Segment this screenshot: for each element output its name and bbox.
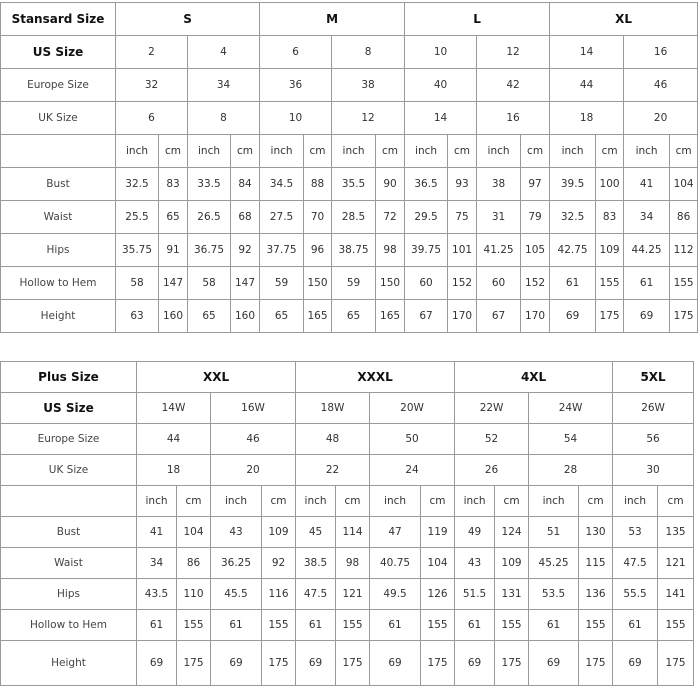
- measurement-cell: 40.75: [370, 548, 421, 579]
- europe-size-cell: 36: [260, 69, 332, 102]
- measurement-cell: 88: [304, 168, 332, 201]
- measurement-cell: 119: [421, 517, 455, 548]
- measurement-cell: 109: [262, 517, 296, 548]
- measurement-cell: 61: [296, 610, 336, 641]
- measurement-cell: 152: [521, 267, 550, 300]
- measurement-cell: 115: [579, 548, 613, 579]
- measurement-cell: 104: [421, 548, 455, 579]
- us-size-cell: 26W: [613, 393, 694, 424]
- measurement-cell: 43.5: [137, 579, 177, 610]
- measurement-label: Height: [1, 641, 137, 686]
- uk-size-cell: 14: [405, 102, 477, 135]
- measurement-cell: 69: [624, 300, 670, 333]
- unit-cell: cm: [596, 135, 624, 168]
- measurement-cell: 39.5: [550, 168, 596, 201]
- measurement-label: Hips: [1, 579, 137, 610]
- measurement-cell: 44.25: [624, 234, 670, 267]
- unit-cell: inch: [116, 135, 159, 168]
- us-size-cell: 8: [332, 36, 405, 69]
- measurement-cell: 61: [613, 610, 658, 641]
- us-size-cell: 10: [405, 36, 477, 69]
- unit-cell: inch: [370, 486, 421, 517]
- measurement-row: [1, 168, 698, 201]
- measurement-cell: 60: [405, 267, 448, 300]
- measurement-cell: 37.75: [260, 234, 304, 267]
- unit-cell: cm: [579, 486, 613, 517]
- uk-size-cell: 6: [116, 102, 188, 135]
- europe-size-cell: 52: [455, 424, 529, 455]
- measurement-cell: 131: [495, 579, 529, 610]
- us-size-cell: 16W: [211, 393, 296, 424]
- plus-size-table-body: [1, 362, 694, 686]
- measurement-cell: 175: [336, 641, 370, 686]
- measurement-cell: 116: [262, 579, 296, 610]
- unit-cell: inch: [455, 486, 495, 517]
- measurement-label: Hollow to Hem: [1, 267, 116, 300]
- measurement-cell: 155: [596, 267, 624, 300]
- measurement-cell: 38.5: [296, 548, 336, 579]
- measurement-cell: 93: [448, 168, 477, 201]
- us-size-label: US Size: [1, 36, 116, 69]
- measurement-cell: 98: [376, 234, 405, 267]
- measurement-cell: 61: [370, 610, 421, 641]
- measurement-cell: 51: [529, 517, 579, 548]
- measurement-cell: 155: [495, 610, 529, 641]
- measurement-cell: 112: [670, 234, 698, 267]
- measurement-cell: 36.25: [211, 548, 262, 579]
- unit-cell: inch: [529, 486, 579, 517]
- unit-cell: inch: [137, 486, 177, 517]
- size-chart-label: Plus Size: [1, 362, 137, 393]
- standard-size-table: [0, 2, 698, 333]
- measurement-cell: 175: [658, 641, 694, 686]
- measurement-cell: 175: [421, 641, 455, 686]
- measurement-row: [1, 641, 694, 686]
- uk-size-cell: 28: [529, 455, 613, 486]
- unit-cell: inch: [296, 486, 336, 517]
- unit-cell: inch: [613, 486, 658, 517]
- uk-size-cell: 24: [370, 455, 455, 486]
- us-size-cell: 18W: [296, 393, 370, 424]
- unit-cell: cm: [670, 135, 698, 168]
- uk-size-cell: 20: [624, 102, 698, 135]
- measurement-cell: 155: [336, 610, 370, 641]
- measurement-label: Waist: [1, 548, 137, 579]
- measurement-cell: 165: [376, 300, 405, 333]
- size-group-header: L: [405, 3, 550, 36]
- measurement-cell: 49.5: [370, 579, 421, 610]
- measurement-cell: 160: [231, 300, 260, 333]
- measurement-cell: 83: [596, 201, 624, 234]
- uk-size-cell: 8: [188, 102, 260, 135]
- measurement-cell: 175: [670, 300, 698, 333]
- measurement-cell: 136: [579, 579, 613, 610]
- measurement-cell: 32.5: [550, 201, 596, 234]
- measurement-label: Waist: [1, 201, 116, 234]
- uk-size-row: [1, 102, 698, 135]
- measurement-cell: 34: [624, 201, 670, 234]
- measurement-cell: 61: [211, 610, 262, 641]
- us-size-row: [1, 393, 694, 424]
- measurement-cell: 109: [596, 234, 624, 267]
- measurement-cell: 175: [495, 641, 529, 686]
- units-row-label: [1, 486, 137, 517]
- measurement-cell: 90: [376, 168, 405, 201]
- us-size-label: US Size: [1, 393, 137, 424]
- measurement-cell: 155: [421, 610, 455, 641]
- europe-size-cell: 46: [624, 69, 698, 102]
- measurement-cell: 155: [262, 610, 296, 641]
- measurement-cell: 105: [521, 234, 550, 267]
- measurement-row: [1, 517, 694, 548]
- measurement-cell: 59: [332, 267, 376, 300]
- size-chart-label: Stansard Size: [1, 3, 116, 36]
- size-group-header: S: [116, 3, 260, 36]
- unit-cell: cm: [336, 486, 370, 517]
- measurement-cell: 53.5: [529, 579, 579, 610]
- measurement-cell: 61: [529, 610, 579, 641]
- europe-size-cell: 46: [211, 424, 296, 455]
- measurement-cell: 121: [336, 579, 370, 610]
- measurement-cell: 69: [529, 641, 579, 686]
- measurement-cell: 70: [304, 201, 332, 234]
- europe-size-row: [1, 424, 694, 455]
- measurement-cell: 114: [336, 517, 370, 548]
- us-size-cell: 20W: [370, 393, 455, 424]
- size-group-row: [1, 3, 698, 36]
- measurement-cell: 86: [177, 548, 211, 579]
- unit-cell: cm: [448, 135, 477, 168]
- measurement-cell: 47: [370, 517, 421, 548]
- unit-cell: inch: [550, 135, 596, 168]
- europe-size-cell: 44: [550, 69, 624, 102]
- measurement-cell: 49: [455, 517, 495, 548]
- measurement-row: [1, 201, 698, 234]
- measurement-cell: 38: [477, 168, 521, 201]
- measurement-cell: 29.5: [405, 201, 448, 234]
- measurement-cell: 69: [550, 300, 596, 333]
- measurement-cell: 68: [231, 201, 260, 234]
- europe-size-cell: 54: [529, 424, 613, 455]
- us-size-cell: 2: [116, 36, 188, 69]
- measurement-cell: 69: [296, 641, 336, 686]
- size-group-header: XXL: [137, 362, 296, 393]
- measurement-label: Hollow to Hem: [1, 610, 137, 641]
- us-size-cell: 22W: [455, 393, 529, 424]
- unit-cell: cm: [495, 486, 529, 517]
- unit-cell: cm: [521, 135, 550, 168]
- measurement-cell: 26.5: [188, 201, 231, 234]
- measurement-cell: 69: [613, 641, 658, 686]
- us-size-cell: 14W: [137, 393, 211, 424]
- europe-size-cell: 32: [116, 69, 188, 102]
- measurement-cell: 109: [495, 548, 529, 579]
- measurement-cell: 25.5: [116, 201, 159, 234]
- measurement-cell: 58: [188, 267, 231, 300]
- measurement-cell: 126: [421, 579, 455, 610]
- measurement-cell: 96: [304, 234, 332, 267]
- measurement-cell: 43: [455, 548, 495, 579]
- measurement-cell: 155: [670, 267, 698, 300]
- measurement-cell: 155: [658, 610, 694, 641]
- measurement-cell: 175: [177, 641, 211, 686]
- unit-cell: cm: [177, 486, 211, 517]
- europe-size-cell: 50: [370, 424, 455, 455]
- measurement-cell: 150: [304, 267, 332, 300]
- unit-cell: inch: [260, 135, 304, 168]
- measurement-cell: 41.25: [477, 234, 521, 267]
- measurement-cell: 27.5: [260, 201, 304, 234]
- measurement-cell: 86: [670, 201, 698, 234]
- measurement-cell: 69: [455, 641, 495, 686]
- size-group-row: [1, 362, 694, 393]
- measurement-label: Hips: [1, 234, 116, 267]
- measurement-row: [1, 610, 694, 641]
- measurement-cell: 130: [579, 517, 613, 548]
- us-size-cell: 14: [550, 36, 624, 69]
- measurement-cell: 61: [137, 610, 177, 641]
- measurement-cell: 69: [370, 641, 421, 686]
- measurement-cell: 39.75: [405, 234, 448, 267]
- europe-size-cell: 48: [296, 424, 370, 455]
- measurement-cell: 34: [137, 548, 177, 579]
- measurement-cell: 155: [177, 610, 211, 641]
- measurement-cell: 47.5: [613, 548, 658, 579]
- size-group-header: M: [260, 3, 405, 36]
- us-size-cell: 24W: [529, 393, 613, 424]
- size-group-header: 4XL: [455, 362, 613, 393]
- measurement-row: [1, 548, 694, 579]
- measurement-cell: 67: [405, 300, 448, 333]
- measurement-cell: 104: [670, 168, 698, 201]
- measurement-label: Height: [1, 300, 116, 333]
- size-group-header: 5XL: [613, 362, 694, 393]
- units-row-label: [1, 135, 116, 168]
- measurement-cell: 100: [596, 168, 624, 201]
- europe-size-cell: 44: [137, 424, 211, 455]
- measurement-cell: 110: [177, 579, 211, 610]
- europe-size-cell: 56: [613, 424, 694, 455]
- unit-cell: cm: [376, 135, 405, 168]
- unit-cell: cm: [159, 135, 188, 168]
- uk-size-cell: 18: [550, 102, 624, 135]
- measurement-cell: 33.5: [188, 168, 231, 201]
- unit-cell: cm: [231, 135, 260, 168]
- measurement-cell: 152: [448, 267, 477, 300]
- measurement-cell: 150: [376, 267, 405, 300]
- uk-size-cell: 30: [613, 455, 694, 486]
- measurement-cell: 101: [448, 234, 477, 267]
- measurement-cell: 104: [177, 517, 211, 548]
- uk-size-cell: 10: [260, 102, 332, 135]
- measurement-cell: 38.75: [332, 234, 376, 267]
- us-size-cell: 12: [477, 36, 550, 69]
- measurement-cell: 69: [211, 641, 262, 686]
- us-size-cell: 4: [188, 36, 260, 69]
- europe-size-cell: 40: [405, 69, 477, 102]
- measurement-cell: 69: [137, 641, 177, 686]
- measurement-cell: 175: [579, 641, 613, 686]
- europe-size-label: Europe Size: [1, 424, 137, 455]
- size-group-header: XL: [550, 3, 698, 36]
- measurement-cell: 175: [262, 641, 296, 686]
- unit-cell: inch: [624, 135, 670, 168]
- measurement-cell: 51.5: [455, 579, 495, 610]
- measurement-cell: 45.5: [211, 579, 262, 610]
- europe-size-cell: 38: [332, 69, 405, 102]
- measurement-cell: 97: [521, 168, 550, 201]
- measurement-cell: 60: [477, 267, 521, 300]
- measurement-cell: 47.5: [296, 579, 336, 610]
- europe-size-cell: 34: [188, 69, 260, 102]
- measurement-cell: 35.5: [332, 168, 376, 201]
- measurement-cell: 53: [613, 517, 658, 548]
- measurement-row: [1, 267, 698, 300]
- measurement-cell: 67: [477, 300, 521, 333]
- measurement-cell: 34.5: [260, 168, 304, 201]
- measurement-cell: 165: [304, 300, 332, 333]
- measurement-cell: 147: [159, 267, 188, 300]
- measurement-cell: 170: [521, 300, 550, 333]
- measurement-row: [1, 579, 694, 610]
- uk-size-cell: 12: [332, 102, 405, 135]
- measurement-cell: 170: [448, 300, 477, 333]
- unit-cell: cm: [304, 135, 332, 168]
- measurement-cell: 83: [159, 168, 188, 201]
- us-size-cell: 6: [260, 36, 332, 69]
- uk-size-label: UK Size: [1, 455, 137, 486]
- uk-size-cell: 26: [455, 455, 529, 486]
- measurement-cell: 98: [336, 548, 370, 579]
- measurement-cell: 43: [211, 517, 262, 548]
- measurement-cell: 124: [495, 517, 529, 548]
- measurement-label: Bust: [1, 168, 116, 201]
- measurement-cell: 147: [231, 267, 260, 300]
- measurement-cell: 32.5: [116, 168, 159, 201]
- measurement-cell: 45.25: [529, 548, 579, 579]
- measurement-cell: 65: [188, 300, 231, 333]
- uk-size-row: [1, 455, 694, 486]
- us-size-cell: 16: [624, 36, 698, 69]
- measurement-cell: 92: [262, 548, 296, 579]
- measurement-cell: 160: [159, 300, 188, 333]
- measurement-cell: 28.5: [332, 201, 376, 234]
- units-row: [1, 135, 698, 168]
- measurement-cell: 35.75: [116, 234, 159, 267]
- plus-size-table: [0, 361, 694, 686]
- measurement-cell: 41: [137, 517, 177, 548]
- measurement-cell: 55.5: [613, 579, 658, 610]
- uk-size-label: UK Size: [1, 102, 116, 135]
- measurement-cell: 75: [448, 201, 477, 234]
- units-row: [1, 486, 694, 517]
- uk-size-cell: 20: [211, 455, 296, 486]
- measurement-cell: 65: [159, 201, 188, 234]
- measurement-cell: 91: [159, 234, 188, 267]
- uk-size-cell: 16: [477, 102, 550, 135]
- europe-size-cell: 42: [477, 69, 550, 102]
- measurement-cell: 31: [477, 201, 521, 234]
- measurement-cell: 141: [658, 579, 694, 610]
- measurement-cell: 72: [376, 201, 405, 234]
- unit-cell: inch: [405, 135, 448, 168]
- unit-cell: inch: [211, 486, 262, 517]
- measurement-cell: 45: [296, 517, 336, 548]
- unit-cell: inch: [188, 135, 231, 168]
- uk-size-cell: 22: [296, 455, 370, 486]
- unit-cell: inch: [477, 135, 521, 168]
- measurement-cell: 63: [116, 300, 159, 333]
- measurement-cell: 65: [332, 300, 376, 333]
- europe-size-label: Europe Size: [1, 69, 116, 102]
- measurement-cell: 61: [455, 610, 495, 641]
- us-size-row: [1, 36, 698, 69]
- measurement-cell: 58: [116, 267, 159, 300]
- unit-cell: cm: [262, 486, 296, 517]
- measurement-cell: 36.5: [405, 168, 448, 201]
- measurement-cell: 42.75: [550, 234, 596, 267]
- measurement-cell: 61: [624, 267, 670, 300]
- size-group-header: XXXL: [296, 362, 455, 393]
- measurement-cell: 84: [231, 168, 260, 201]
- measurement-cell: 79: [521, 201, 550, 234]
- measurement-cell: 121: [658, 548, 694, 579]
- measurement-cell: 65: [260, 300, 304, 333]
- measurement-cell: 135: [658, 517, 694, 548]
- measurement-cell: 36.75: [188, 234, 231, 267]
- measurement-row: [1, 234, 698, 267]
- measurement-cell: 92: [231, 234, 260, 267]
- unit-cell: inch: [332, 135, 376, 168]
- measurement-cell: 59: [260, 267, 304, 300]
- standard-size-table-body: [1, 3, 698, 333]
- measurement-row: [1, 300, 698, 333]
- uk-size-cell: 18: [137, 455, 211, 486]
- unit-cell: cm: [421, 486, 455, 517]
- measurement-cell: 175: [596, 300, 624, 333]
- europe-size-row: [1, 69, 698, 102]
- unit-cell: cm: [658, 486, 694, 517]
- measurement-label: Bust: [1, 517, 137, 548]
- measurement-cell: 61: [550, 267, 596, 300]
- measurement-cell: 41: [624, 168, 670, 201]
- measurement-cell: 155: [579, 610, 613, 641]
